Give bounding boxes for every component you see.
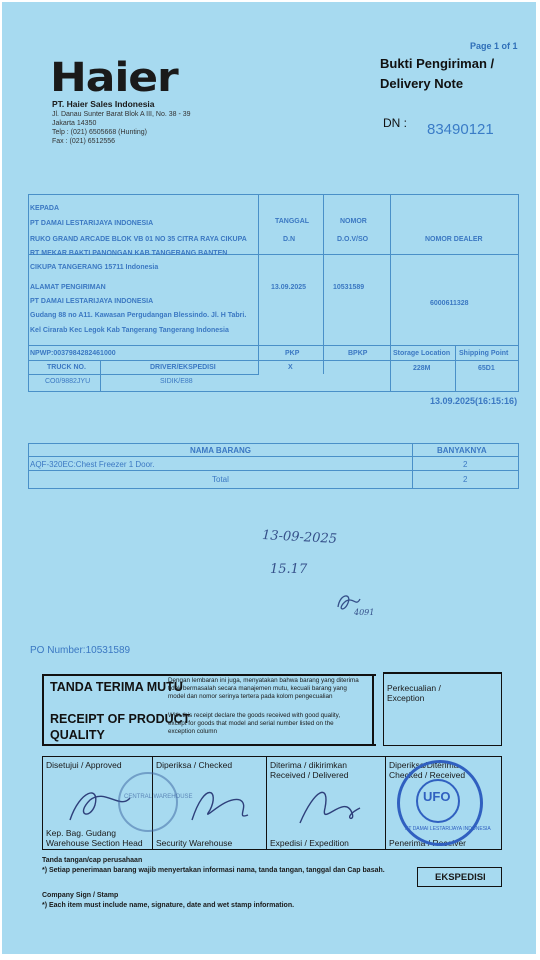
page-number: Page 1 of 1 [470,41,518,51]
sent-line: Diterima / dikirimkan [270,760,347,770]
exception-line: Exception [387,693,425,703]
driver-name: SIDIK/E88 [160,378,193,385]
handwritten-date: 13-09-2025 [261,528,338,547]
recipient-address: RT MEKAR BAKTI PANONGAN KAB TANGERANG BANTEN [30,250,228,257]
storage-label: Storage Location [393,350,451,357]
ack-title-en: RECEIPT OF PRODUCT [50,712,191,726]
ekspedisi-label: EKSPEDISI [435,872,486,883]
item-qty: 2 [463,460,468,469]
truck-label: TRUCK NO. [47,364,86,371]
checked-signature [180,775,260,830]
address-line: Jl. Danau Sunter Barat Blok A III, No. 38 - 39 [52,111,191,118]
stamp-text: CENTRAL WAREHOUSE [124,794,193,800]
signature-code: 4091 [354,608,375,617]
warehouse-head-label [46,828,143,848]
doc-title-en: Delivery Note [380,76,464,91]
dealer-label: NOMOR DEALER [425,236,483,243]
fax-line: Fax : (021) 6512556 [52,138,116,145]
phone-line: Telp : (021) 6505668 (Hunting) [52,129,147,136]
checked-label: Diperiksa / Checked [156,760,233,770]
shipping-point-value: 65D1 [478,365,495,372]
sent-line: Received / Delivered [270,770,349,780]
tanggal-label: TANGGAL [275,218,310,225]
ack-title-en-2: QUALITY [50,728,105,742]
recipient-name: PT DAMAI LESTARIJAYA INDONESIA [30,220,154,227]
recipient-address: RUKO GRAND ARCADE BLOK VB 01 NO 35 CITRA RAYA CIKUPA [30,236,247,243]
dealer-number: 6000611328 [430,300,469,307]
ack-title-id: TANDA TERIMA MUTU [50,680,183,694]
haier-logo: Haier [50,55,178,101]
pkp-label: PKP [285,350,300,357]
dn-label: DN : [383,116,407,130]
company-address [52,110,191,146]
receiver-label: Penerima / Receiver [389,838,467,848]
handwritten-time: 15.17 [270,562,308,577]
expedition-signature [290,778,370,833]
delivery-date: 13.09.2025 [271,284,307,291]
shipping-label: ALAMAT PENGIRIMAN [30,284,106,291]
dn-number: 83490121 [427,121,494,138]
stamp-ring-text: PT DAMAI LESTARIJAYA INDONESIA [405,826,491,832]
npwp: NPWP:0037984282461000 [30,350,116,357]
company-name: PT. Haier Sales Indonesia [52,99,155,109]
shipping-address: Kel Cirarab Kec Legok Kab Tangerang Tangerang Indonesia [30,327,229,334]
col-qty-header: BANYAKNYA [437,446,487,455]
footer-line: Tanda tangan/cap perusahaan [42,857,143,864]
col-name-header: NAMA BARANG [190,446,252,455]
checked-received-line: Diperiksa/Diterima [389,760,459,770]
ack-text-line: tidak bermasalah secara manajemen mutu, kecuali barang yang [168,685,347,692]
ack-text-en [168,712,340,736]
ack-text-line: model dan nomor serinya tertera pada kolom pengecualian [168,693,333,700]
item-name: AQF-320EC:Chest Freezer 1 Door. [30,460,155,469]
dovso-label: D.O.V/SO [337,236,369,243]
exception-line: Perkecualian / [387,683,441,693]
head-line: Warehouse Section Head [46,838,143,848]
bpkp-label: BPKP [348,350,368,357]
footer-line: *) Each item must include name, signature, date and wet stamp information. [42,902,295,909]
ack-text-line: With this receipt declare the goods received with good quality, [168,712,341,719]
dn-col-label: D.N [283,236,296,243]
po-number: PO Number:10531589 [30,645,131,656]
kepada-label: KEPADA [30,205,60,212]
expedition-label: Expedisi / Expedition [270,838,349,848]
footer-line: *) Setiap penerimaan barang wajib menyertakan informasi nama, tanda tangan, tanggal dan Cap basah. [42,867,385,874]
pkp-value: X [288,364,293,371]
truck-number: CO0/9882JYU [45,378,91,385]
total-label: Total [212,475,229,484]
driver-label: DRIVER/EKSPEDISI [150,364,216,371]
handwritten-signature [330,585,390,625]
approved-label: Disetujui / Approved [46,760,122,770]
sent-label [270,760,348,780]
ack-text-line: except for goods that model and serial number listed on the [168,720,334,727]
shipping-point-label: Shipping Point [459,350,509,357]
print-timestamp: 13.09.2025(16:15:16) [430,396,518,406]
footer-line: Company Sign / Stamp [42,892,119,899]
nomor-label: NOMOR [340,218,367,225]
recipient-address: CIKUPA TANGERANG 15711 Indonesia [30,264,159,271]
address-line: Jakarta 14350 [52,120,97,127]
storage-value: 228M [413,365,431,372]
head-line: Kep. Bag. Gudang [46,828,116,838]
exception-label [387,683,441,703]
ack-text-id [168,677,359,701]
checked-received-line: Checked / Received [389,770,466,780]
order-number: 10531589 [333,284,365,291]
doc-title-id: Bukti Pengiriman / [380,56,495,71]
shipping-name: PT DAMAI LESTARIJAYA INDONESIA [30,298,154,305]
ack-text-line: exception column [168,728,218,735]
stamp-logo: UFO [423,789,451,804]
warehouse-stamp [118,772,178,832]
security-label: Security Warehouse [156,838,233,848]
ack-text-line: Dengan lembaran ini juga, menyatakan bahwa barang yang diterima [168,677,359,684]
shipping-address: Gudang 88 no A11. Kawasan Pergudangan Blessindo. Jl. H Tabri. [30,312,247,319]
total-qty: 2 [463,475,468,484]
